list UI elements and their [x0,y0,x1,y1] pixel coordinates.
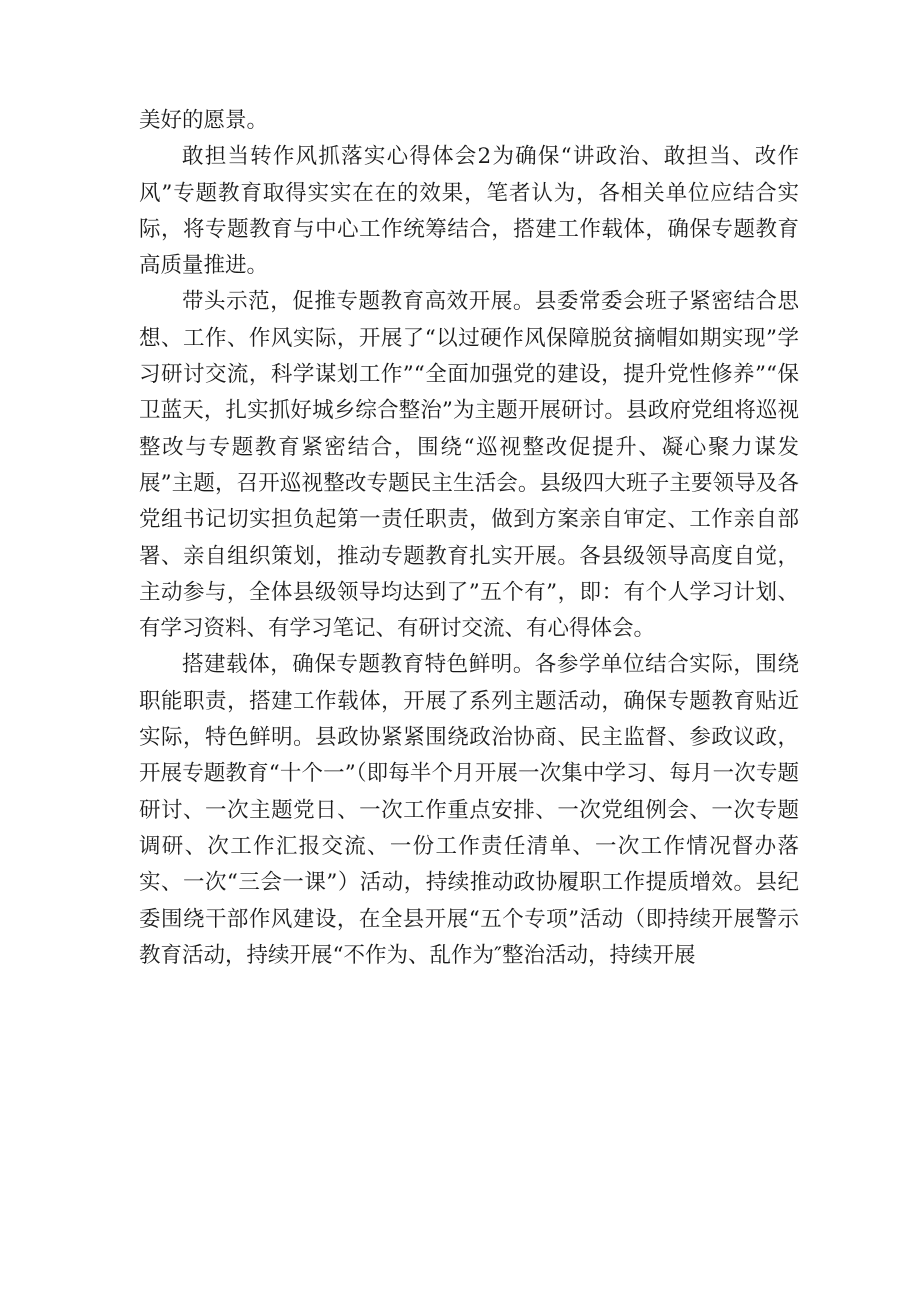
document-body [139,103,799,974]
paragraph-intro: 敢担当转作风抓落实心得体会2为确保“讲政治、敢担当、改作风”专题教育取得实实在在的效果，笔者认为，各相关单位应结合实际，将专题教育与中心工作统筹结合，搭建工作载体，确保专题教育高质量推进。 [139,144,799,279]
paragraph-continuation: 美好的愿景。 [139,108,269,133]
paragraph-build-carriers: 搭建载体，确保专题教育特色鲜明。各参学单位结合实际，围绕职能职责，搭建工作载体，开展了系列主题活动，确保专题教育贴近实际，特色鲜明。县政协紧紧围绕政治协商、民主监督、参政议政，开展专题教育“十个一”（即每半个月开展一次集中学习、每月一次专题研讨、一次主题党日、一次工作重点安排、一次党组例会、一次专题调研、次工作汇报交流、一份工作责任清单、一次工作情况督办落实、一次“三会一课”）活动，持续推动政协履职工作提质增效。县纪委围绕干部作风建设，在全县开展“五个专项”活动（即持续开展警示教育活动，持续开展“不作为、乱作为″整治活动，持续开展 [139,652,799,968]
paragraph-leadership-example: 带头示范，促推专题教育高效开展。县委常委会班子紧密结合思想、工作、作风实际，开展了“以过硬作风保障脱贫摘帽如期实现”学习研讨交流，科学谋划工作”“全面加强党的建设，提升党性修养”“保卫蓝天，扎实抓好城乡综合整治”为主题开展研讨。县政府党组将巡视整改与专题教育紧密结合，围绕“巡视整改促提升、凝心聚力谋发展”主题，召开巡视整改专题民主生活会。县级四大班子主要领导及各党组书记切实担负起第一责任职责，做到方案亲自审定、工作亲自部署、亲自组织策划，推动专题教育扎实开展。各县级领导高度自觉，主动参与，全体县级领导均达到了”五个有”，即：有个人学习计划、有学习资料、有学习笔记、有研讨交流、有心得体会。 [139,289,799,642]
